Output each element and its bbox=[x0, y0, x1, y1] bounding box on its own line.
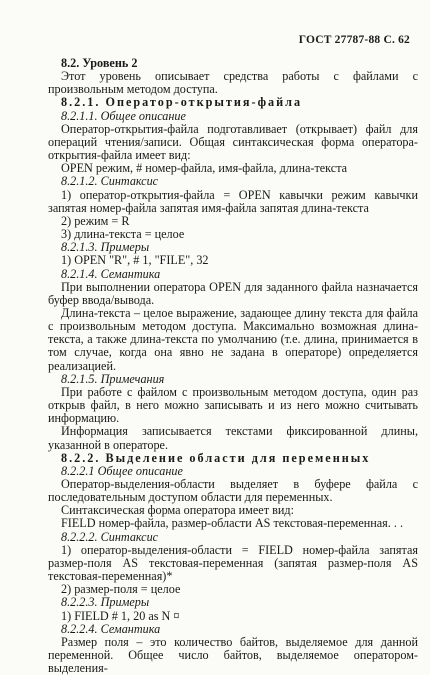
open-syntax-form: OPEN режим, # номер-файла, имя-файла, длина-текста bbox=[61, 161, 348, 176]
syntax-rule-3: 3) длина-текста = целое bbox=[61, 227, 185, 242]
page-header: ГОСТ 27787-88 С. 62 bbox=[298, 34, 410, 46]
field-example: 1) FIELD # 1, 20 as N ¤ bbox=[61, 608, 180, 623]
syntax-rule-2: 2) режим = R bbox=[61, 213, 130, 228]
field-syntax-rule-2: 2) размер-поля = целое bbox=[61, 582, 181, 597]
field-semantics-paragraph: Размер поля – это количество байтов, выделяемое для данной переменной. Общее число байтов, выделяемое оператором-выделения- bbox=[48, 634, 418, 675]
section-8-2-2-2-heading: 8.2.2.2. Синтаксис bbox=[61, 529, 159, 544]
section-8-2-1-3-heading: 8.2.1.3. Примеры bbox=[61, 240, 150, 255]
section-8-2-2-3-heading: 8.2.2.3. Примеры bbox=[61, 595, 150, 610]
semantics-paragraph-2: Длина-текста – целое выражение, задающее длину текста для файла с произвольным методом доступа. Максимально возможная длина-текста, а также длина-текста по умолчанию (т.е. длина, принимается в том случае, когда она явно не задана в операторе) определяется реализацией. bbox=[48, 305, 418, 373]
notes-paragraph-1: При работе с файлом с произвольным методом доступа, один раз открыв файл, в него можно записывать и из него можно считывать информацию. bbox=[48, 384, 418, 426]
section-8-2-2-4-heading: 8.2.2.4. Семантика bbox=[61, 621, 161, 636]
notes-paragraph-2: Информация записывается текстами фиксированной длины, указанной в операторе. bbox=[48, 424, 418, 452]
section-8-2-1-2-heading: 8.2.1.2. Синтаксис bbox=[61, 174, 159, 189]
section-8-2-text: Этот уровень описывает средства работы с файлами с произвольным методом доступа. bbox=[48, 69, 418, 97]
field-description-1: Оператор-выделения-области выделяет в буфере файла с последовательным доступом области для переменных. bbox=[48, 477, 418, 505]
syntax-rule-1: 1) оператор-открытия-файла = OPEN кавычки режим кавычки запятая номер-файла запятая имя-файла запятая длина-текста bbox=[48, 187, 418, 215]
section-8-2-1-1-heading: 8.2.1.1. Общее описание bbox=[61, 108, 186, 123]
field-syntax-form: FIELD номер-файла, размер-области AS текстовая-переменная. . . bbox=[61, 516, 404, 531]
document-body bbox=[48, 57, 418, 675]
section-8-2-1-1-text: Оператор-открытия-файла подготавливает (открывает) файл для операций чтения/записи. Общая синтаксическая форма оператора-открытия-файла имеет вид: bbox=[48, 121, 418, 163]
open-example: 1) OPEN "R", # 1, "FILE", 32 bbox=[61, 253, 209, 268]
section-8-2-1-5-heading: 8.2.1.5. Примечания bbox=[61, 371, 165, 386]
section-8-2-2-1-heading: 8.2.2.1 Общее описание bbox=[61, 463, 183, 478]
field-description-2: Синтаксическая форма оператора имеет вид: bbox=[61, 503, 294, 518]
field-syntax-rule-1: 1) оператор-выделения-области = FIELD номер-файла запятая размер-поля AS текстовая-переменная (запятая размер-поля AS текстовая-переменная)* bbox=[48, 542, 418, 584]
section-8-2-1-4-heading: 8.2.1.4. Семантика bbox=[61, 266, 161, 281]
section-8-2-1-title: 8.2.1. Оператор-открытия-файла bbox=[61, 95, 303, 110]
section-8-2-2-title: 8.2.2. Выделение области для переменных bbox=[61, 450, 371, 465]
semantics-paragraph-1: При выполнении оператора OPEN для заданного файла назначается буфер ввода/вывода. bbox=[48, 279, 418, 307]
section-8-2-title: 8.2. Уровень 2 bbox=[61, 56, 138, 70]
